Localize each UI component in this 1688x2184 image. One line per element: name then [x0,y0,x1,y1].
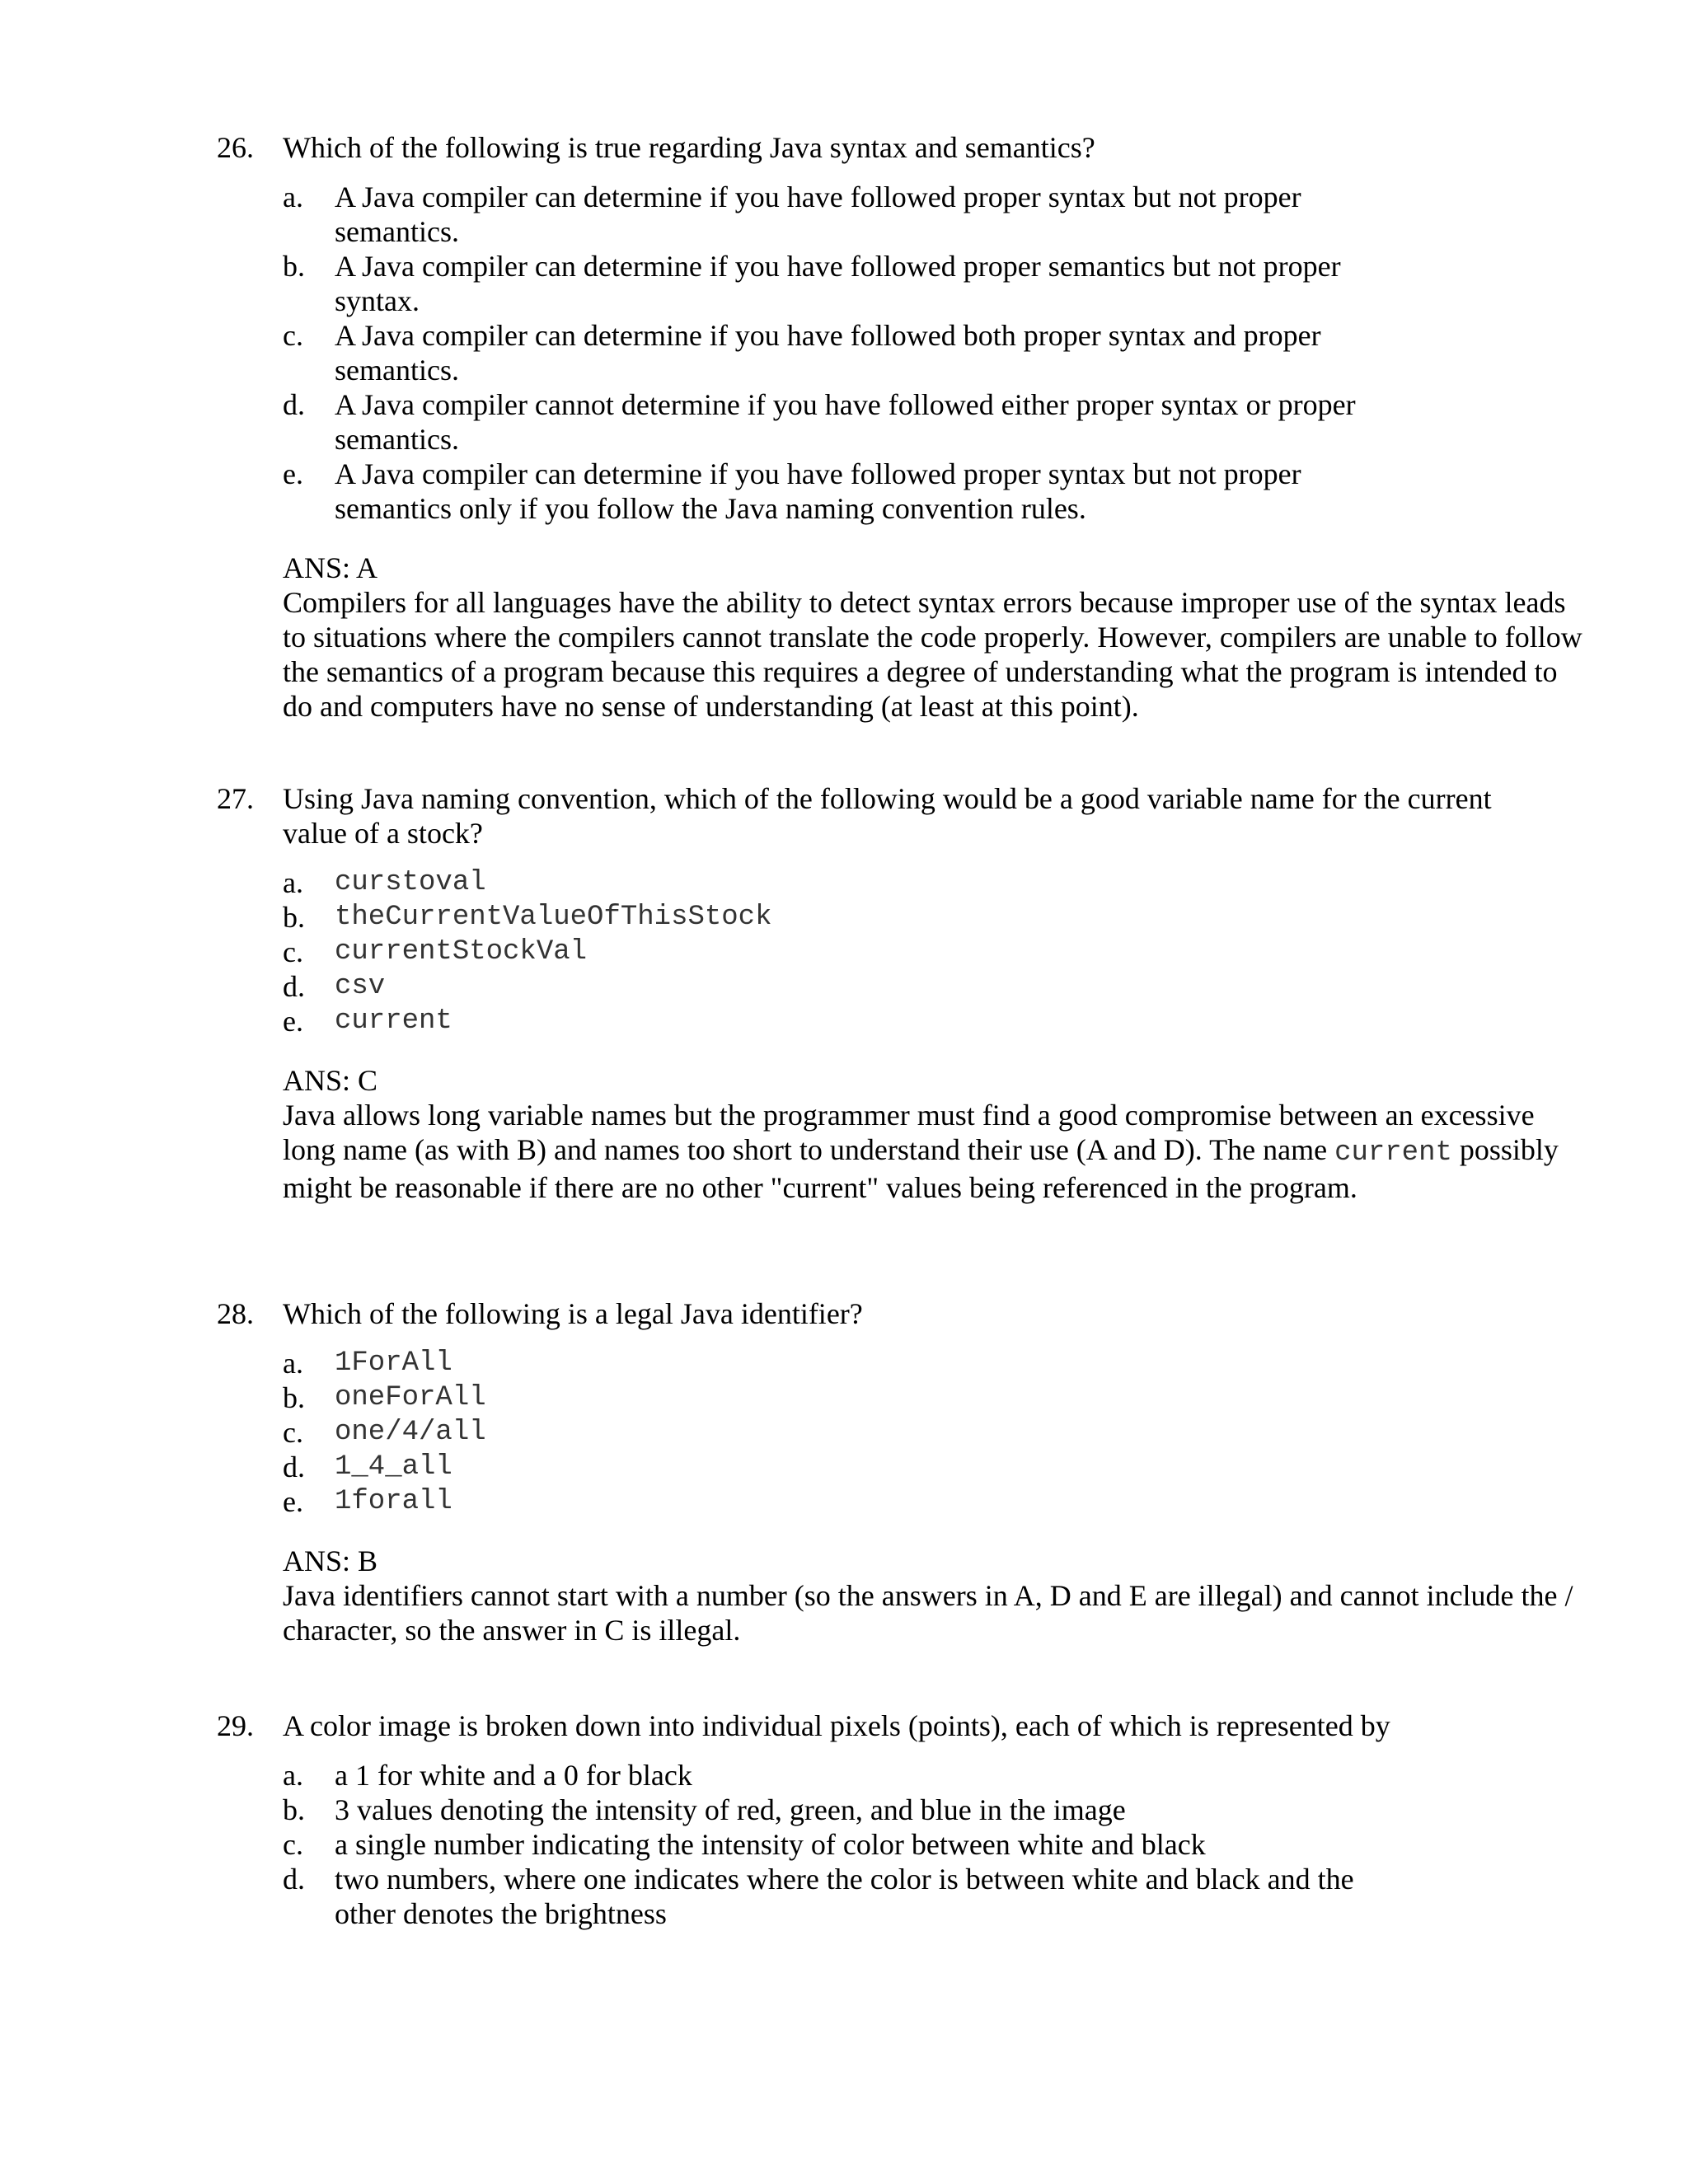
answer-explanation [283,1098,1585,1205]
question-number: 29. [217,1709,254,1742]
option-a [283,865,1536,900]
option-text: 3 values denoting the intensity of red, green, and blue in the image [335,1793,1126,1826]
option-c [283,318,1536,387]
question-27 [217,781,1559,1205]
option-list [283,180,1536,526]
explanation-text: Java allows long variable names but the programmer must find a good compromise between an excessive long name (as with B) and names too short to understand their use (A and D). The name [283,1099,1535,1166]
explanation-text: possibly might be reasonable if there are no other "current" values being referenced in the program. [283,1133,1559,1204]
option-letter: a. [283,1759,303,1792]
option-e [283,1484,1536,1519]
option-code: 1_4_all [335,1451,452,1483]
option-code: csv [335,971,386,1002]
option-e [283,457,1536,526]
option-letter: d. [283,1451,305,1483]
option-text: two numbers, where one indicates where the color is between white and black and the other denotes the brightness [335,1863,1354,1930]
option-code: current [335,1005,452,1037]
question-stem [217,130,1536,165]
question-28 [217,1296,1573,1647]
option-letter: b. [283,1793,305,1826]
option-list [283,1346,1536,1519]
option-code: curstoval [335,867,486,898]
option-b [283,1380,1536,1415]
option-letter: a. [283,866,303,899]
question-text: A color image is broken down into individual pixels (points), each of which is represented by [283,1709,1390,1742]
option-letter: b. [283,1381,305,1414]
option-letter: d. [283,388,305,421]
question-number: 26. [217,131,254,164]
answer-label: ANS: A [283,551,378,584]
answer-explanation: Compilers for all languages have the ability to detect syntax errors because improper use of the syntax leads to situations where the compilers cannot translate the code properly. However, compilers are unable to follow the semantics of a program because this requires a degree of understanding what the program is intended to do and computers have no sense of understanding (at least at this point). [283,586,1582,723]
option-d [283,1862,1536,1931]
option-text: a single number indicating the intensity of color between white and black [335,1828,1206,1861]
question-stem [217,1296,1536,1331]
option-text: A Java compiler cannot determine if you have followed either proper syntax or proper semantics. [335,388,1356,456]
option-letter: a. [283,180,303,213]
option-d [283,387,1536,457]
option-text: A Java compiler can determine if you have followed both proper syntax and proper semantics. [335,319,1321,387]
option-code: 1ForAll [335,1347,452,1379]
option-letter: b. [283,250,305,283]
question-29 [217,1708,1536,1931]
answer-block [283,551,1585,724]
option-letter: e. [283,457,303,490]
option-b [283,900,1536,935]
option-letter: b. [283,901,305,934]
question-number: 28. [217,1297,254,1330]
option-letter: e. [283,1005,303,1038]
option-text: A Java compiler can determine if you have followed proper semantics but not proper syntax. [335,250,1341,317]
answer-block [283,1063,1585,1205]
explanation-code: current [1334,1137,1452,1169]
question-text: Using Java naming convention, which of the following would be a good variable name for the current value of a stock? [283,782,1492,850]
option-list [283,1758,1536,1931]
option-c [283,1827,1536,1862]
option-letter: d. [283,1863,305,1896]
option-code: one/4/all [335,1417,486,1448]
question-stem [217,1708,1536,1743]
option-b [283,249,1536,318]
option-a [283,1758,1536,1793]
option-b [283,1793,1536,1827]
option-letter: c. [283,319,303,352]
option-letter: a. [283,1347,303,1380]
question-stem [217,781,1536,851]
option-code: 1forall [335,1486,452,1517]
option-a [283,180,1536,249]
option-letter: d. [283,970,305,1003]
option-code: currentStockVal [335,936,588,968]
option-letter: c. [283,1416,303,1449]
option-letter: e. [283,1485,303,1518]
option-d [283,969,1536,1004]
option-letter: c. [283,935,303,968]
option-text: A Java compiler can determine if you have followed proper syntax but not proper semantics only if you follow the Java naming convention rules. [335,457,1301,525]
question-26 [217,130,1582,724]
answer-label: ANS: C [283,1064,378,1097]
answer-block [283,1544,1585,1647]
option-letter: c. [283,1828,303,1861]
question-text: Which of the following is a legal Java identifier? [283,1297,863,1330]
question-text: Which of the following is true regarding Java syntax and semantics? [283,131,1095,164]
option-code: theCurrentValueOfThisStock [335,902,772,933]
option-code: oneForAll [335,1382,486,1413]
answer-explanation: Java identifiers cannot start with a number (so the answers in A, D and E are illegal) and cannot include the / character, so the answer in C is illegal. [283,1579,1573,1647]
option-d [283,1450,1536,1484]
option-e [283,1004,1536,1038]
option-list [283,865,1536,1038]
answer-label: ANS: B [283,1544,378,1577]
option-text: A Java compiler can determine if you have followed proper syntax but not proper semantics. [335,180,1301,248]
option-text: a 1 for white and a 0 for black [335,1759,692,1792]
option-c [283,935,1536,969]
question-number: 27. [217,782,254,815]
option-a [283,1346,1536,1380]
option-c [283,1415,1536,1450]
